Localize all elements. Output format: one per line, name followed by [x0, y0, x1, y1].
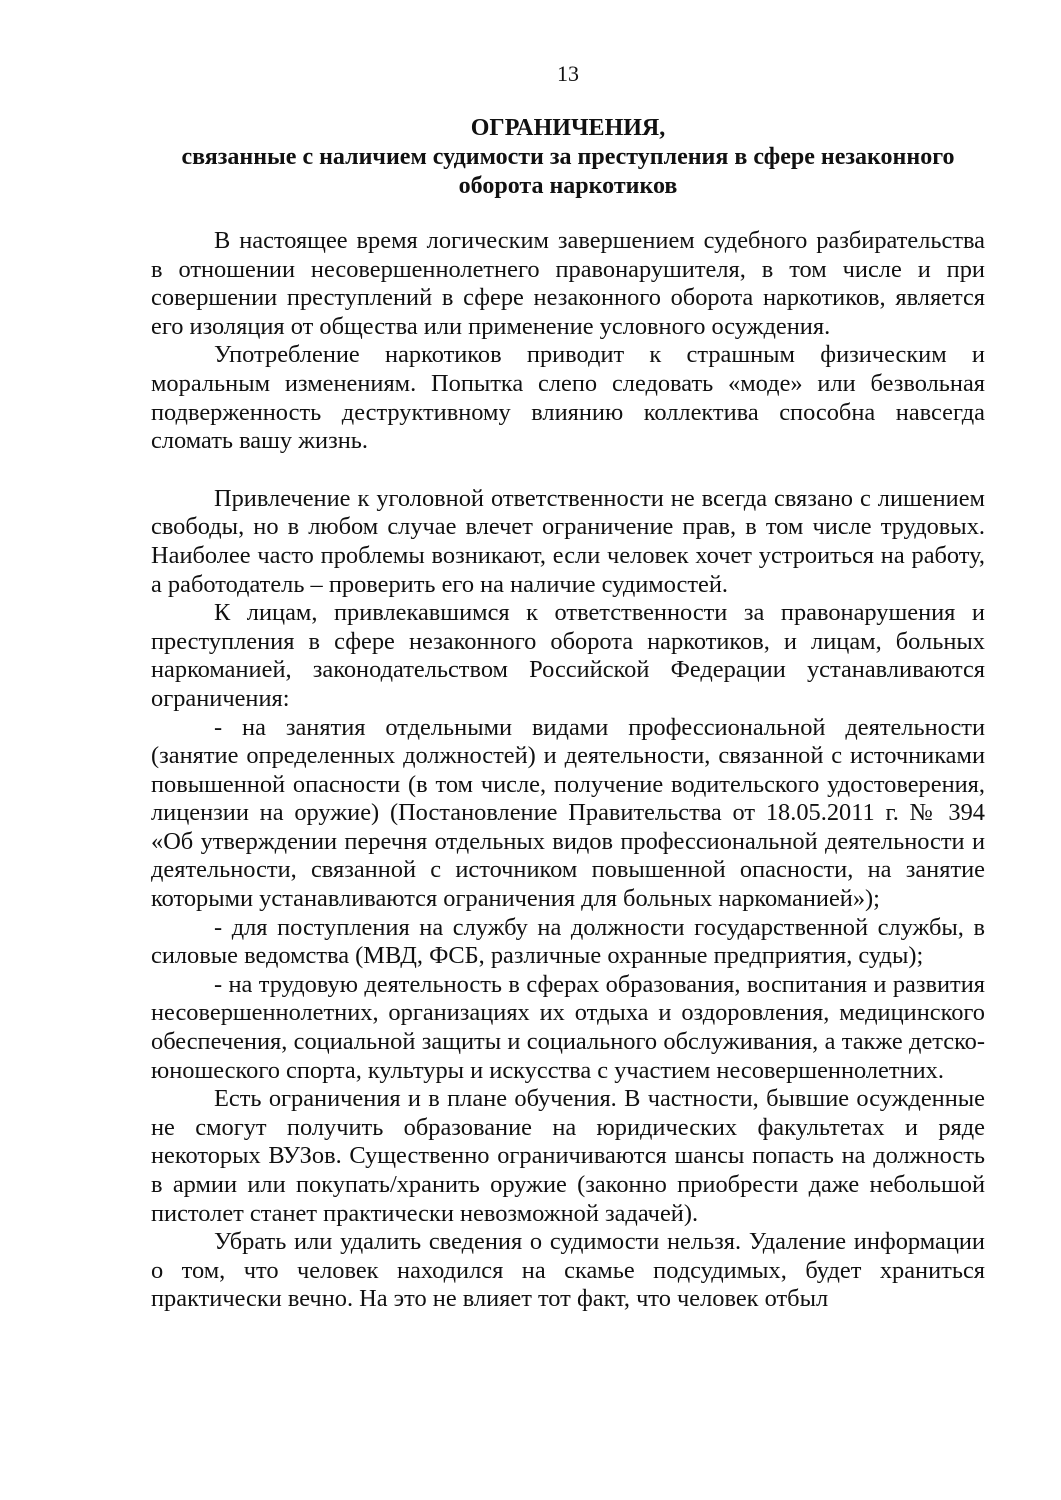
paragraph-education: Есть ограничения и в плане обучения. В частности, бывшие осужденные не смогут получить образование на юридических факультетах и ряде некоторых ВУЗов. Существенно ограничиваются шансы попасть на должность в армии или покупать/хранить оружие (законно приобрести даже небольшой пистолет станет практически невозможной задачей). — [151, 1085, 985, 1227]
paragraph-drug-use: Употребление наркотиков приводит к страшным физическим и моральным изменениям. Попытка слепо следовать «моде» или безвольная подверженность деструктивному влиянию коллектива способна навсегда сломать вашу жизнь. — [151, 341, 985, 455]
document-heading — [152, 114, 984, 201]
paragraph-restrictions-intro: К лицам, привлекавшимся к ответственности за правонарушения и преступления в сфере незаконного оборота наркотиков, и лицам, больных наркоманией, законодательством Российской Федерации устанавливаются ограничения: — [151, 599, 985, 712]
paragraph-intro: В настоящее время логическим завершением судебного разбирательства в отношении несовершеннолетнего правонарушителя, в том числе и при совершении преступлений в сфере незаконного оборота наркотиков, является его изоляция от общества или применение условного осуждения. — [151, 227, 985, 340]
heading-subtitle-line-2: оборота наркотиков — [458, 173, 678, 199]
heading-subtitle-line-1: связанные с наличием судимости за преступления в сфере незаконного — [181, 144, 955, 170]
heading-title: ОГРАНИЧЕНИЯ, — [470, 115, 666, 141]
restriction-item-work-with-minors: - на трудовую деятельность в сферах образования, воспитания и развития несовершеннолетних, организациях их отдыха и оздоровления, медицинского обеспечения, социальной защиты и социального обслуживания, а также детско-юношеского спорта, культуры и искусства с участием несовершеннолетних. — [151, 970, 985, 1084]
document-body — [151, 227, 985, 1314]
paragraph-record-removal: Убрать или удалить сведения о судимости нельзя. Удаление информации о том, что человек находился на скамье подсудимых, будет храниться практически вечно. На это не влияет тот факт, что человек отбыл — [151, 1228, 985, 1313]
page-number: 13 — [557, 61, 579, 86]
paragraph-liability: Привлечение к уголовной ответственности не всегда связано с лишением свободы, но в любом случае влечет ограничение прав, в том числе трудовых. Наиболее часто проблемы возникают, если человек хочет устроиться на работу, а работодатель – проверить его на наличие судимостей. — [151, 484, 985, 598]
restriction-item-civil-service: - для поступления на службу на должности государственной службы, в силовые ведомства (МВД, ФСБ, различные охранные предприятия, суды); — [151, 913, 985, 970]
restriction-item-professional: - на занятия отдельными видами профессиональной деятельности (занятие определенных должностей) и деятельности, связанной с источниками повышенной опасности (в том числе, получение водительского удостоверения, лицензии на оружие) (Постановление Правительства от 18.05.2011 г. № 394 «Об утверждении перечня отдельных видов профессиональной деятельности и деятельности, связанной с источником повышенной опасности, на занятие которыми устанавливаются ограничения для больных наркоманией»); — [151, 713, 985, 913]
